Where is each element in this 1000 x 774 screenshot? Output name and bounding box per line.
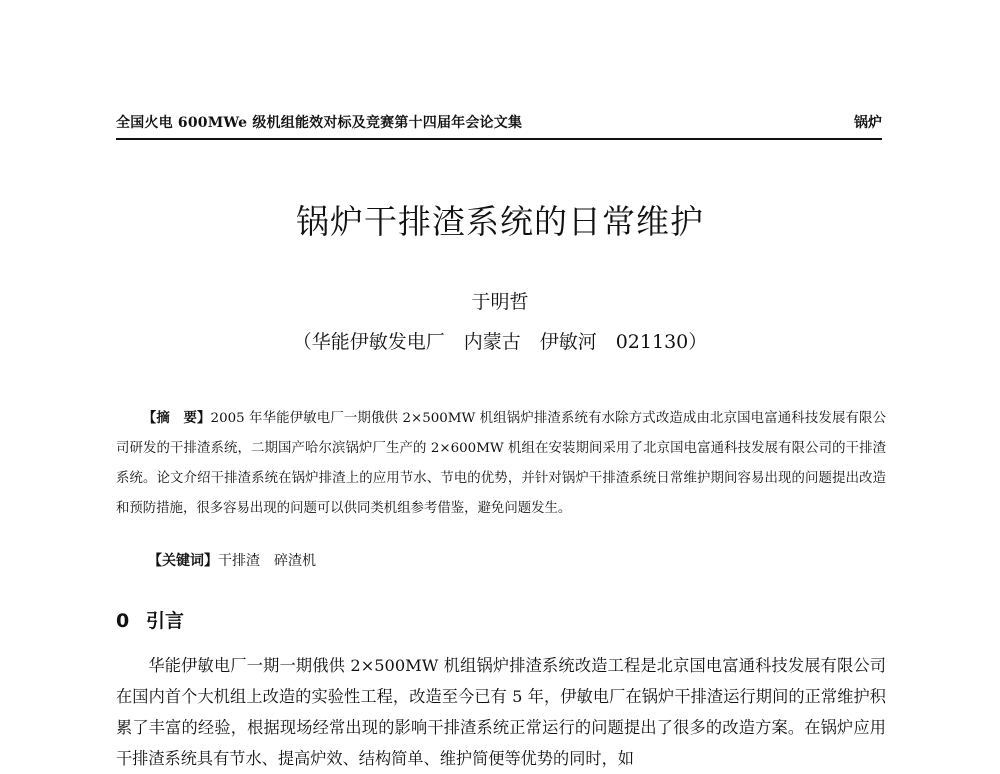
body-paragraph: 华能伊敏电厂一期一期俄供 2×500MW 机组锅炉排渣系统改造工程是北京国电富通科技发展有限公司在国内首个大机组上改造的实验性工程，改造至今已有 5 年，伊敏电厂在锅炉干排渣运行期间的正常维护积累了丰富的经验，根据现场经常出现的影响干排渣系统正常运行的问题提出了很多的改造方案。在锅炉应用干排渣系统具有节水、提高炉效、结构简单、维护简便等优势的同时，如 [116, 656, 886, 768]
abstract [116, 403, 886, 524]
section-number: 0 [116, 610, 130, 632]
keywords [148, 546, 316, 576]
paper-title: 锅炉干排渣系统的日常维护 [296, 202, 704, 241]
keywords-label: 【关键词】 [148, 553, 218, 569]
section-heading [116, 606, 184, 633]
section-title: 引言 [146, 610, 185, 632]
keywords-text: 干排渣 碎渣机 [218, 553, 316, 569]
section-label: 锅炉 [854, 115, 882, 131]
author-name: 于明哲 [471, 291, 529, 313]
proceedings-title: 全国火电 600MWe 级机组能效对标及竞赛第十四届年会论文集 [116, 115, 523, 131]
abstract-label: 【摘 要】 [142, 410, 211, 426]
abstract-text: 2005 年华能伊敏电厂一期俄供 2×500MW 机组锅炉排渣系统有水除方式改造成由北京国电富通科技发展有限公司研发的干排渣系统，二期国产哈尔滨锅炉厂生产的 2×600MW 机组在安装期间采用了北京国电富通科技发展有限公司的干排渣系统。论文介绍干排渣系统在锅炉排渣上的应用节水、节电的优势，并针对锅炉干排渣系统日常维护期间容易出现的问题提出改造和预防措施，很多容易出现的问题可以供同类机组参考借鉴，避免问题发生。 [116, 411, 886, 516]
author-affiliation: （华能伊敏发电厂 内蒙古 伊敏河 021130） [292, 331, 708, 353]
running-header [116, 112, 882, 140]
